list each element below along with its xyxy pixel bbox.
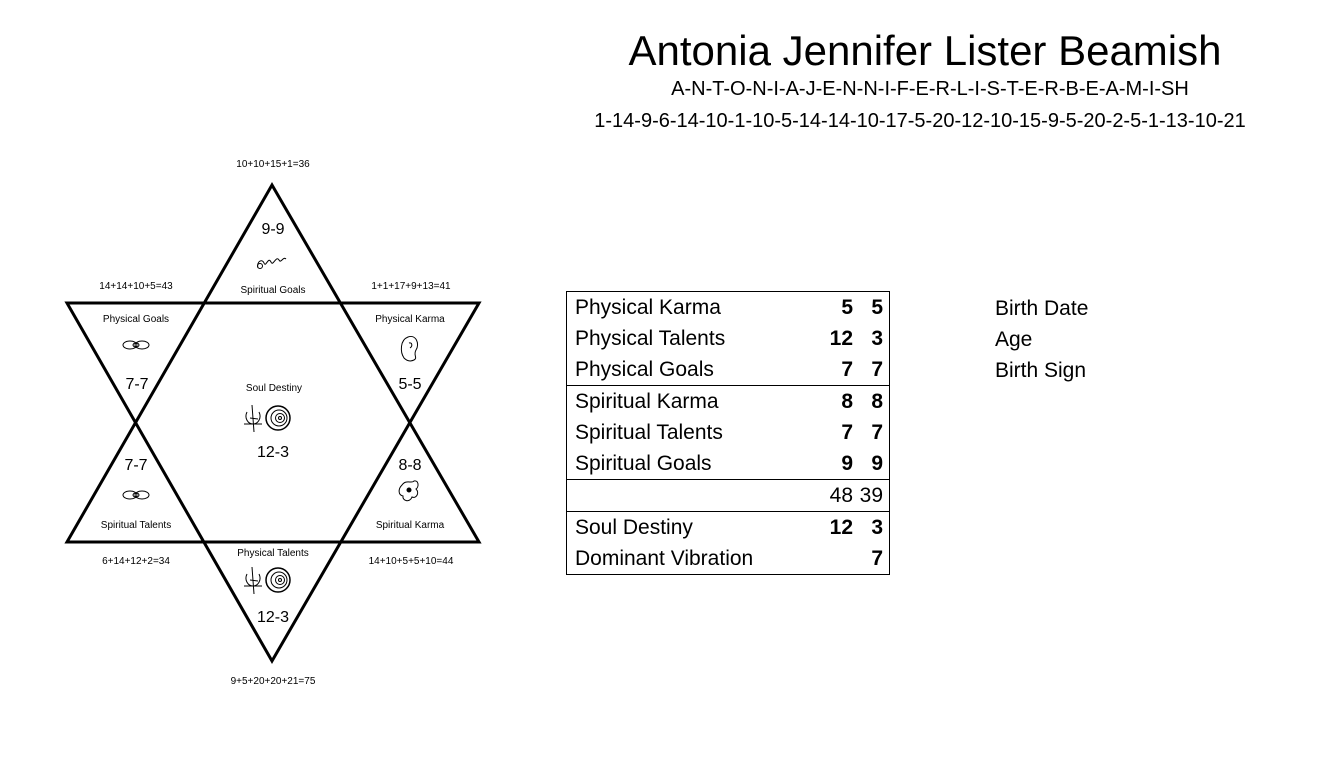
ear-icon — [401, 336, 417, 361]
table-row — [567, 543, 889, 574]
lower-right-sum: 14+10+5+5+10=44 — [368, 556, 454, 567]
row-value-a: 12 — [829, 327, 853, 350]
spiral-icon — [244, 567, 290, 594]
destiny-group — [567, 512, 889, 574]
upper-right-sum: 1+1+17+9+13=41 — [371, 281, 451, 292]
totals-row — [567, 480, 889, 511]
row-value-a — [805, 543, 853, 574]
top-value: 9-9 — [261, 221, 285, 238]
top-label: Spiritual Goals — [240, 285, 306, 296]
row-value-b: 5 — [871, 296, 883, 319]
row-value-a: 7 — [841, 358, 853, 381]
center-label: Soul Destiny — [245, 383, 303, 394]
total-a: 48 — [829, 484, 853, 507]
row-value-b: 3 — [871, 327, 883, 350]
row-label — [567, 480, 805, 511]
row-label: Dominant Vibration — [575, 547, 754, 570]
person-name: Antonia Jennifer Lister Beamish — [628, 27, 1222, 74]
row-label: Soul Destiny — [575, 516, 693, 539]
row-value-b: 3 — [871, 516, 883, 539]
physical-group — [567, 292, 889, 386]
row-label: Physical Talents — [575, 327, 726, 350]
lower-right-label: Spiritual Karma — [375, 520, 445, 531]
age-label: Age — [995, 328, 1033, 351]
row-label: Spiritual Talents — [575, 421, 723, 444]
row-label: Physical Goals — [575, 358, 714, 381]
infinity-knot-icon — [123, 491, 149, 499]
row-value-a: 12 — [829, 516, 853, 539]
table-row — [567, 323, 889, 354]
table-row — [567, 417, 889, 448]
upper-left-label: Physical Goals — [102, 314, 170, 325]
total-b: 39 — [859, 484, 883, 507]
row-label: Physical Karma — [575, 296, 721, 319]
upper-right-value: 5-5 — [398, 376, 422, 393]
flower-icon — [399, 481, 418, 501]
spiral-icon — [244, 405, 290, 432]
table-row — [567, 448, 889, 479]
lower-left-label: Spiritual Talents — [100, 520, 172, 531]
bottom-sum: 9+5+20+20+21=75 — [230, 676, 316, 687]
row-label: Spiritual Goals — [575, 452, 712, 475]
bottom-label: Physical Talents — [237, 548, 309, 559]
name-letters: A-N-T-O-N-I-A-J-E-N-N-I-F-E-R-L-I-S-T-E-R-B-E-A-M-I-SH — [671, 78, 1189, 100]
table-row — [567, 386, 889, 417]
bottom-value: 12-3 — [256, 609, 290, 626]
birth-info — [995, 293, 1088, 386]
center-value: 12-3 — [256, 444, 290, 461]
upper-right-label: Physical Karma — [375, 314, 445, 325]
row-label: Spiritual Karma — [575, 390, 719, 413]
table-row — [567, 512, 889, 543]
upper-left-value: 7-7 — [125, 376, 149, 393]
birth-date-label: Birth Date — [995, 297, 1089, 320]
birth-sign-label: Birth Sign — [995, 359, 1087, 382]
row-value-a: 5 — [841, 296, 853, 319]
upper-left-sum: 14+14+10+5=43 — [99, 281, 173, 292]
row-value-a: 8 — [841, 390, 853, 413]
squiggle-icon — [258, 258, 287, 268]
row-value-b: 9 — [871, 452, 883, 475]
totals-group — [567, 480, 889, 512]
star-diagram — [40, 150, 510, 710]
table-row — [567, 354, 889, 385]
row-value-b: 7 — [871, 547, 883, 570]
table-row — [567, 292, 889, 323]
infinity-knot-icon — [123, 341, 149, 349]
lower-left-sum: 6+14+12+2=34 — [102, 556, 170, 567]
row-value-a: 9 — [841, 452, 853, 475]
name-numbers: 1-14-9-6-14-10-1-10-5-14-14-10-17-5-20-12-10-15-9-5-20-2-5-1-13-10-21 — [594, 110, 1246, 132]
row-value-b: 7 — [871, 421, 883, 444]
lower-right-value: 8-8 — [398, 457, 422, 474]
top-sum: 10+10+15+1=36 — [236, 159, 310, 170]
summary-table — [566, 291, 890, 575]
spiritual-group — [567, 386, 889, 480]
lower-left-value: 7-7 — [124, 457, 148, 474]
row-value-b: 7 — [871, 358, 883, 381]
row-value-b: 8 — [871, 390, 883, 413]
row-value-a: 7 — [841, 421, 853, 444]
